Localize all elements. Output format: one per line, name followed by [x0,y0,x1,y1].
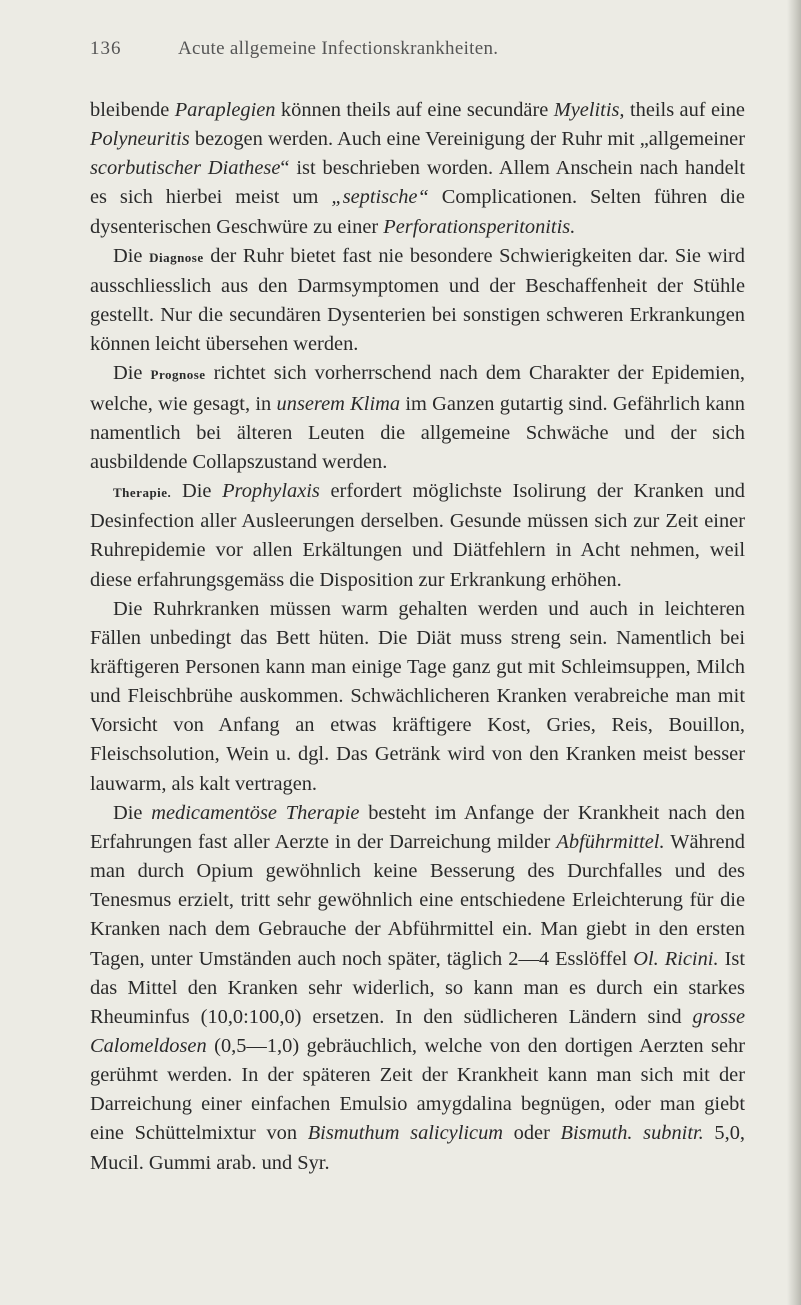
page-edge-shadow [787,0,801,1305]
paragraph-medication [90,799,745,1178]
term-ol-ricini: Ol. Ricini. [633,947,719,970]
text: Die [113,362,151,385]
text: Die [113,801,152,824]
term-medicamentoese-therapie: medicamentöse Therapie [151,801,360,824]
term-diathese: scorbutischer Diathese [90,157,281,180]
text: erfordert möglichste Isolirung der Kranken und Desinfection aller Ausleerungen derselben. Gesunde müssen sich zur Zeit einer Ruhrepidemie vor allen Erkältungen und Diätfehlern in Acht nehmen, weil diese erfahrungsgemäss die Disposition zur Erkrankung erhöhen. [90,480,745,591]
term-perforationsperitonitis: Perforationsperitonitis. [383,215,576,238]
term-myelitis: Myelitis, [553,99,625,121]
term-bismuth-subnitr: Bismuth. subnitr. [560,1122,704,1145]
section-heading-therapie: Therapie. [113,485,172,501]
text: “ ist beschrieben worden. Allem Anschein nach handelt es sich hierbei meist um [90,157,745,209]
text: bezogen werden. Auch eine Vereinigung der Ruhr mit „allgemeiner [189,128,745,151]
text: der Ruhr bietet fast nie besondere Schwierigkeiten dar. Sie wird ausschliesslich aus den Darmsymptomen und der Beschaffenheit der Stühle gestellt. Nur die secundären Dysenterien bei sonstigen schweren Erkrankungen können leicht übersehen werden. [90,244,745,356]
paragraph-prognose [90,359,745,477]
term-polyneuritis: Polyneuritis [90,128,190,151]
section-heading-diagnose: Diagnose [149,249,204,265]
text: besteht im Anfange der Krankheit nach den Erfahrungen fast aller Aerzte in der Darreichung milder [90,801,745,853]
term-septische: „septische“ [331,186,429,209]
page-body [90,96,745,1178]
running-header [90,38,750,68]
section-heading-prognose: Prognose [150,367,206,383]
paragraph-diet [90,595,745,799]
term-abfuehrmittel: Abführmittel. [556,830,665,853]
text: im Ganzen gutartig sind. Gefährlich kann namentlich bei älteren Leuten die allgemeine Schwäche und der sich ausbildende Collapszustand werden. [90,392,745,473]
text: (0,5—1,0) gebräuchlich, welche von den dortigen Aerzten sehr gerühmt werden. In der späteren Zeit der Krankheit kann man sich mit der Darreichung einer einfachen Emulsio amygdalina begnügen, oder man giebt eine Schüttelmixtur von [90,1035,745,1145]
term-paraplegien: Paraplegien [174,99,276,121]
paragraph-complications [90,96,745,242]
term-klima: unserem Klima [276,392,401,415]
text: Während man durch Opium gewöhnlich keine Besserung des Durchfalles und des Tenesmus erzielt, tritt sehr gewöhnlich eine entschiedene Erleichterung für die Kranken nach dem Gebrauche der Abführmittel ein. Man giebt in den ersten Tagen, unter Umständen auch noch später, täglich 2—4 Esslöffel [90,830,745,970]
running-title: Acute allgemeine Infectionskrankheiten. [178,38,499,59]
text: bleibende [90,99,175,121]
text: oder [503,1122,561,1145]
text: Complicationen. Selten führen die dysenterischen Geschwüre zu einer [90,186,745,238]
text: richtet sich vorherrschend nach dem Charakter der Epidemien, welche, wie gesagt, in [90,362,745,415]
text: Die [113,244,150,267]
text: Die Ruhrkranken müssen warm gehalten werden und auch in leichteren Fällen unbedingt das Bett hüten. Die Diät muss streng sein. Namentlich bei kräftigeren Personen kann man einige Tage ganz gut mit Schleimsuppen, Milch und Fleischbrühe auskommen. Schwächlicheren Kranken verabreiche man mit Vorsicht von Anfang an etwas kräftigere Kost, Gries, Reis, Bouillon, Fleischsolution, Wein u. dgl. Das Getränk wird von den Kranken meist besser lauwarm, als kalt vertragen. [90,597,745,795]
text: 5,0, Mucil. Gummi arab. und Syr. [90,1122,746,1174]
page-number: 136 [90,38,122,59]
text: Die [171,480,223,503]
paragraph-therapie [90,477,745,595]
term-prophylaxis: Prophylaxis [222,480,320,503]
text: Ist das Mittel den Kranken sehr widerlich, so kann man es durch ein starkes Rheuminfus (10,0:100,0) ersetzen. In den südlicheren Ländern sind [90,947,745,1028]
term-bismuthum-salicylicum: Bismuthum salicylicum [307,1122,503,1145]
text: theils auf eine [624,99,745,121]
text: können theils auf eine secundäre [275,99,554,121]
term-calomeldosen: grosse Calomeldosen [90,1005,745,1057]
paragraph-diagnose [90,242,745,360]
